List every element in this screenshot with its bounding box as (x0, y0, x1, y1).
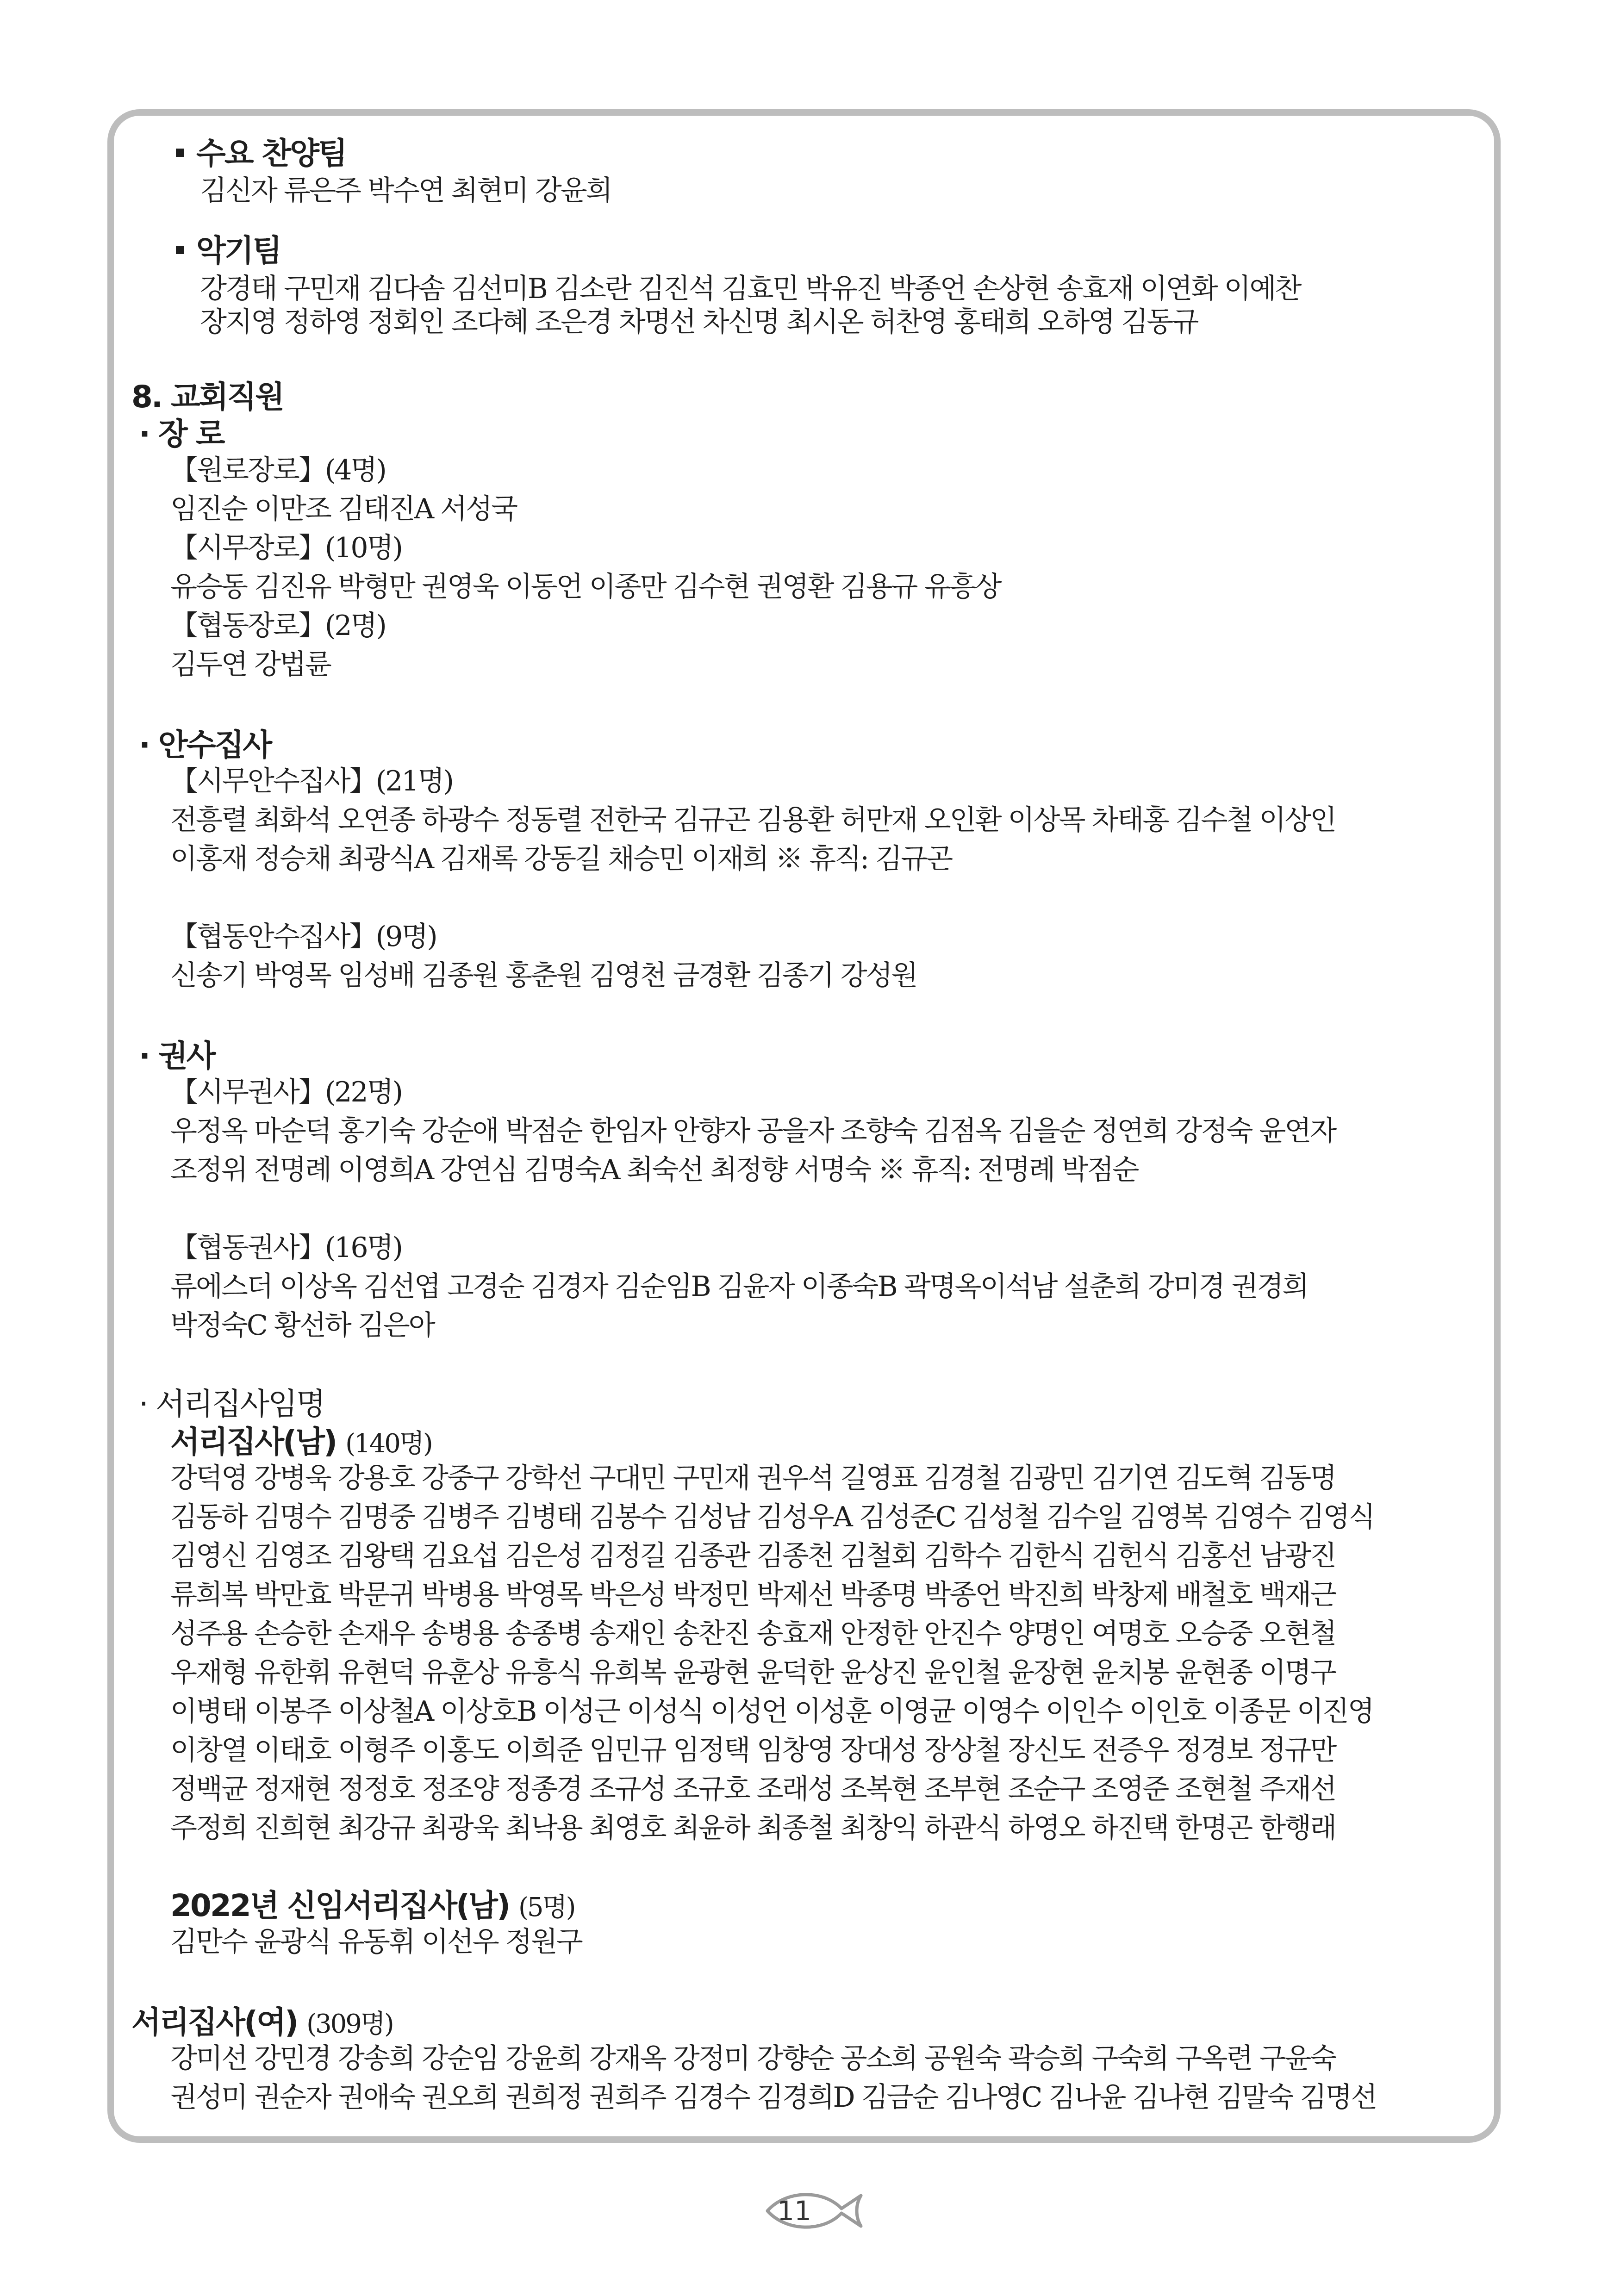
names-line: 유승동 김진유 박형만 권영욱 이동언 이종만 김수현 권영환 김용규 유흥상 (170, 571, 1001, 603)
square-bullet-icon (176, 246, 184, 254)
names-line: 김신자 류은주 박수연 최현미 강윤희 (200, 174, 611, 207)
page-number: 11 (777, 2195, 811, 2227)
names-line: 이병태 이봉주 이상철A 이상호B 이성근 이성식 이성언 이성훈 이영균 이영수 이인수 이인호 이종문 이진영 (170, 1695, 1373, 1728)
names-line: 강경태 구민재 김다솜 김선미B 김소란 김진석 김효민 박유진 박종언 손상현 송효재 이연화 이예찬 (200, 273, 1301, 305)
names-line: 이홍재 정승채 최광식A 김재록 강동길 채승민 이재희 ※ 휴직: 김규곤 (170, 843, 952, 875)
group-label: 【협동권사】(16명) (170, 1232, 402, 1264)
group-label: 【시무권사】(22명) (170, 1076, 402, 1108)
subsection-title-men: 서리집사(남) (140명) (170, 1424, 432, 1460)
section-title-instrument: 악기팀 (176, 226, 280, 270)
names-line: 장지영 정하영 정회인 조다혜 조은경 차명선 차신명 최시온 허찬영 홍태희 오하영 김동규 (200, 306, 1198, 338)
names-line: 김만수 윤광식 유동휘 이선우 정원구 (170, 1926, 582, 1958)
section-title-elders: · 장 로 (139, 416, 224, 452)
names-line: 이창열 이태호 이형주 이홍도 이희준 임민규 임정택 임창영 장대성 장상철 장신도 전증우 정경보 정규만 (170, 1734, 1336, 1767)
names-line: 전흥렬 최화석 오연종 하광수 정동렬 전한국 김규곤 김용환 허만재 오인환 이상목 차태홍 김수철 이상인 (170, 804, 1336, 836)
names-line: 우정옥 마순덕 홍기숙 강순애 박점순 한임자 안향자 공을자 조향숙 김점옥 김을순 정연희 강정숙 윤연자 (170, 1115, 1336, 1147)
names-line: 김영신 김영조 김왕택 김요섭 김은성 김정길 김종관 김종천 김철회 김학수 김한식 김헌식 김홍선 남광진 (170, 1540, 1336, 1572)
section-title-staff: 8. 교회직원 (131, 379, 283, 415)
names-line: 강덕영 강병욱 강용호 강중구 강학선 구대민 구민재 권우석 길영표 김경철 김광민 김기연 김도혁 김동명 (170, 1462, 1336, 1494)
names-line: 조정위 전명례 이영희A 강연심 김명숙A 최숙선 최정향 서명숙 ※ 휴직: 전명례 박점순 (170, 1154, 1138, 1186)
names-line: 정백균 정재현 정정호 정조양 정종경 조규성 조규호 조래성 조복현 조부현 조순구 조영준 조현철 주재선 (170, 1773, 1336, 1805)
section-title-kwonsa: · 권사 (139, 1038, 215, 1074)
section-title-wed-choir: 수요 찬양팀 (176, 129, 346, 173)
names-line: 권성미 권순자 권애숙 권오희 권희정 권희주 김경수 김경희D 김금순 김나영C 김나윤 김나현 김말숙 김명선 (170, 2081, 1377, 2114)
group-label: 【협동안수집사】(9명) (170, 921, 436, 953)
names-line: 신송기 박영목 임성배 김종원 홍춘원 김영천 금경환 김종기 강성원 (170, 959, 917, 992)
names-line: 성주용 손승한 손재우 송병용 송종병 송재인 송찬진 송효재 안정한 안진수 양명인 여명호 오승중 오현철 (170, 1618, 1336, 1650)
names-line: 류희복 박만효 박문귀 박병용 박영목 박은성 박정민 박제선 박종명 박종언 박진희 박창제 배철호 백재근 (170, 1579, 1336, 1611)
names-line: 박정숙C 황선하 김은아 (170, 1309, 434, 1342)
group-label: 【협동장로】(2명) (170, 610, 386, 642)
names-line: 우재형 유한휘 유현덕 유훈상 유흥식 유희복 윤광현 윤덕한 윤상진 윤인철 윤장현 윤치봉 윤현종 이명구 (170, 1656, 1336, 1689)
page-number-badge (754, 2185, 865, 2236)
subsection-title-new-men: 2022년 신임서리집사(남) (5명) (170, 1888, 575, 1923)
group-label: 【시무장로】(10명) (170, 532, 402, 564)
names-line: 강미선 강민경 강송희 강순임 강윤희 강재옥 강정미 강향순 공소희 공원숙 곽승희 구숙희 구옥련 구윤숙 (170, 2042, 1336, 2075)
group-label: 【원로장로】(4명) (170, 454, 386, 486)
names-line: 김동하 김명수 김명중 김병주 김병태 김봉수 김성남 김성우A 김성준C 김성철 김수일 김영복 김영수 김영식 (170, 1501, 1374, 1533)
names-line: 주정희 진희현 최강규 최광욱 최낙용 최영호 최윤하 최종철 최창익 하관식 하영오 하진택 한명곤 한행래 (170, 1812, 1336, 1844)
names-line: 김두연 강법륜 (170, 648, 330, 681)
square-bullet-icon (176, 149, 184, 157)
names-line: 임진순 이만조 김태진A 서성국 (170, 493, 517, 525)
subsection-title-women: 서리집사(여) (309명) (131, 2004, 393, 2040)
group-label: 【시무안수집사】(21명) (170, 765, 453, 797)
section-title-deacons: · 안수집사 (139, 727, 271, 763)
names-line: 류에스더 이상옥 김선엽 고경순 김경자 김순임B 김윤자 이종숙B 곽명옥이석남 설춘희 강미경 권경희 (170, 1270, 1308, 1303)
section-title-seori: · 서리집사임명 (139, 1386, 324, 1422)
